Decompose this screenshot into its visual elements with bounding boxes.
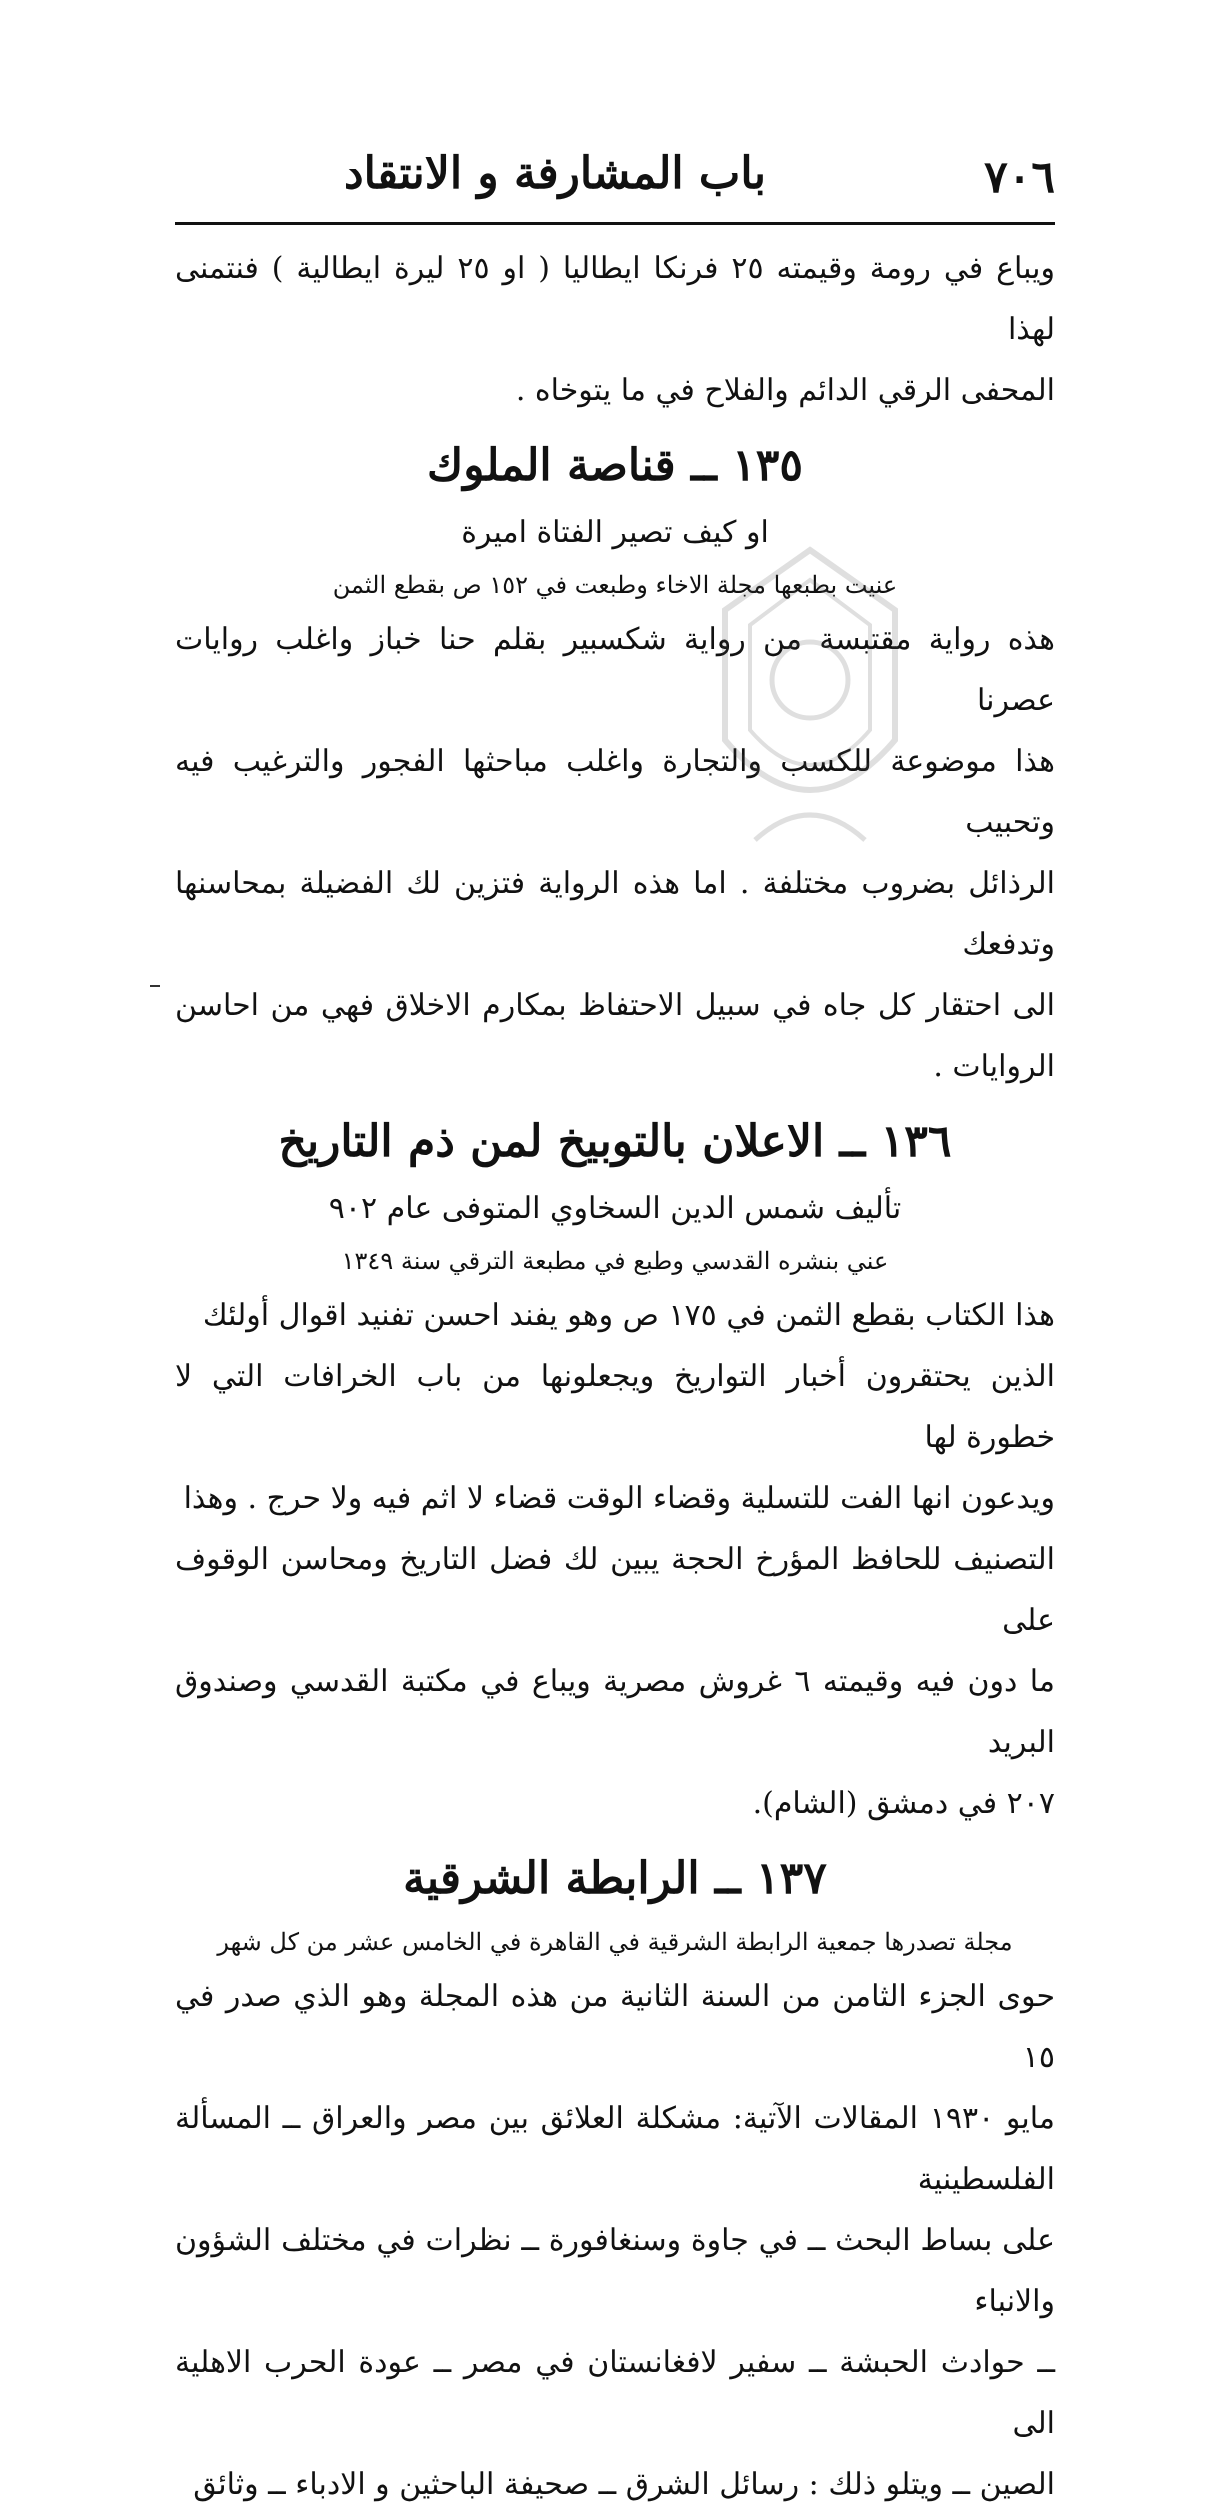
body-line: الصين ــ ويتلو ذلك : رسائل الشرق ــ صحيفة الباحثين و الادباء ــ وثائق — [193, 2467, 1055, 2502]
document-page — [175, 0, 1055, 2502]
section-subtitle: تأليف شمس الدين السخاوي المتوفى عام ٩٠٢ — [328, 1191, 902, 1226]
section-subtitle: او كيف تصير الفتاة اميرة — [461, 515, 769, 550]
running-title: باب المشارفة و الانتقاد — [344, 148, 766, 199]
body-line: الى احتقار كل جاه في سبيل الاحتفاظ بمكارم الاخلاق فهي من احاسن الروايات . — [175, 988, 1055, 1084]
header-rule — [175, 222, 1055, 225]
body-line: مايو ١٩٣٠ المقالات الآتية: مشكلة العلائق بين مصر والعراق ــ المسألة الفلسطينية — [175, 2101, 1055, 2197]
intro-paragraph — [175, 238, 1055, 421]
section-heading: ١٣٧ ــ الرابطة الشرقية — [403, 1853, 827, 1904]
scan-speck — [150, 985, 160, 987]
intro-line: ويباع في رومة وقيمته ٢٥ فرنكا ايطاليا ( او ٢٥ ليرة ايطالية ) فنتمنى لهذا — [175, 251, 1055, 347]
section-heading: ١٣٦ ــ الاعلان بالتوبيخ لمن ذم التاريخ — [278, 1116, 952, 1167]
review-section-135 — [175, 427, 1055, 1097]
publication-note: مجلة تصدرها جمعية الرابطة الشرقية في القاهرة في الخامس عشر من كل شهر — [217, 1928, 1013, 1956]
body-line: التصنيف للحافظ المؤرخ الحجة يبين لك فضل التاريخ ومحاسن الوقوف على — [175, 1542, 1055, 1638]
section-heading: ١٣٥ ــ قناصة الملوك — [427, 440, 803, 491]
body-line: ٢٠٧ في دمشق (الشام). — [752, 1786, 1055, 1821]
publication-note: عنيت بطبعها مجلة الاخاء وطبعت في ١٥٢ ص بقطع الثمن — [332, 571, 898, 599]
body-text — [175, 238, 1055, 2515]
body-line: هذا موضوعة للكسب والتجارة واغلب مباحثها الفجور والترغيب فيه وتحبيب — [175, 744, 1055, 840]
body-line: حوى الجزء الثامن من السنة الثانية من هذه المجلة وهو الذي صدر في ١٥ — [175, 1979, 1055, 2075]
intro-line: المحفى الرقي الدائم والفلاح في ما يتوخاه . — [515, 373, 1055, 408]
body-line: ويدعون انها الفت للتسلية وقضاء الوقت قضاء لا اثم فيه ولا حرج . وهذا — [183, 1481, 1055, 1516]
body-line: الذين يحتقرون أخبار التواريخ ويجعلونها من باب الخرافات التي لا خطورة لها — [175, 1359, 1055, 1455]
body-line: ما دون فيه وقيمته ٦ غروش مصرية ويباع في مكتبة القدسي وصندوق البريد — [175, 1664, 1055, 1760]
page-number: ٧٠٦ — [984, 152, 1055, 203]
body-line: هذه رواية مقتبسة من رواية شكسبير بقلم حنا خباز واغلب روايات عصرنا — [175, 622, 1055, 718]
publication-note: عني بنشره القدسي وطبع في مطبعة الترقي سنة ١٣٤٩ — [341, 1247, 889, 1275]
body-line: هذا الكتاب بقطع الثمن في ١٧٥ ص وهو يفند احسن تفنيد اقوال أولئك — [202, 1298, 1055, 1333]
running-head — [175, 148, 1055, 208]
body-line: على بساط البحث ــ في جاوة وسنغافورة ــ نظرات في مختلف الشؤون والانباء — [175, 2223, 1055, 2319]
review-section-136 — [175, 1103, 1055, 1834]
review-section-137 — [175, 1840, 1055, 2515]
body-line: الرذائل بضروب مختلفة . اما هذه الرواية فتزين لك الفضيلة بمحاسنها وتدفعك — [175, 866, 1055, 962]
body-line: ــ حوادث الحبشة ــ سفير لافغانستان في مصر ــ عودة الحرب الاهلية الى — [175, 2345, 1055, 2441]
